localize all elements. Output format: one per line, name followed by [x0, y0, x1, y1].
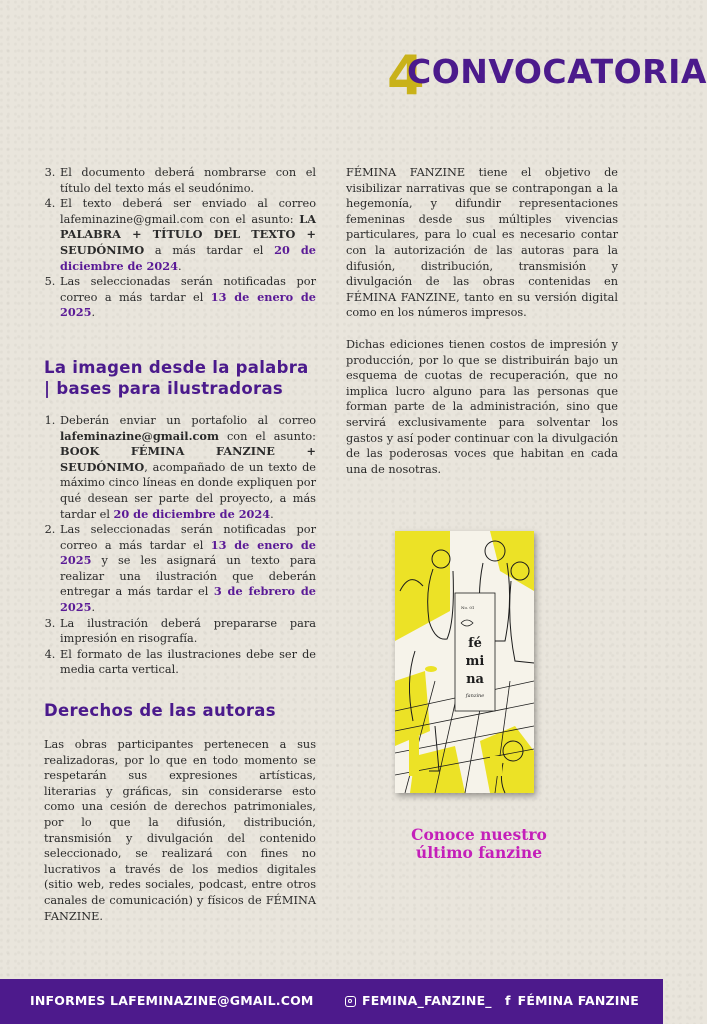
illustrators-heading: La imagen desde la palabra | bases para ilustradoras	[44, 357, 309, 398]
section-number: 4	[387, 44, 425, 107]
submission-rules-list	[44, 165, 316, 321]
section-header	[387, 44, 707, 107]
deadline-date: 20 de diciembre de 2024	[113, 506, 271, 521]
email-subject: BOOK FÉMINA FANZINE + SEUDÓNIMO	[60, 444, 316, 474]
deadline-date: 13 de enero de 2025	[60, 537, 316, 568]
latest-fanzine-link[interactable]	[400, 826, 558, 862]
cta-line: último fanzine	[415, 843, 543, 862]
costs-paragraph: Dichas ediciones tienen costos de impresión y producción, por lo que se distribuirán bajo un esquema de cuotas de recuperación, que no implica lucro alguno para las personas que forman parte de la administración, sino que servirá exclusivamente para solventar los gastos y así poder continuar con la divulgación de las poderosas voces que habitan en cada una de nosotras.	[346, 337, 618, 476]
cover-number: No. 01	[461, 605, 475, 610]
cover-illustration	[395, 531, 534, 793]
facebook-link[interactable]	[505, 993, 639, 1008]
rights-paragraph: Las obras participantes pertenecen a sus realizadoras, por lo que en todo momento se respetarán sus expresiones artísticas, literarias y gráficas, sin considerarse esto como una cesión de derechos patrimoniales, por lo que la difusión, distribución, transmisión y divulgación del contenido seleccionado, se realizará con fines no lucrativos a través de los medios digitales (sitio web, redes sociales, podcast, entre otros canales de comunicación) y físicos de FÉMINA FANZINE.	[44, 738, 316, 923]
list-item: 4. El formato de las ilustraciones debe ser de media carta vertical.	[59, 647, 316, 678]
section-title: CONVOCATORIA	[407, 52, 707, 91]
cover-title-line: fé	[468, 636, 482, 651]
footer-bar	[0, 979, 663, 1024]
objective-paragraph: FÉMINA FANZINE tiene el objetivo de visibilizar narrativas que se contrapongan a la hegemonía, y difundir representaciones femeninas desde sus múltiples vivencias particulares, para lo cual es necesario contar con la autorización de las autoras para la difusión, distribución, transmisión y divulgación de las obras contenidas en FÉMINA FANZINE, tanto en su versión digital como en los números impresos.	[346, 166, 618, 320]
cover-title-line: mi	[465, 654, 485, 669]
deadline-date: 3 de febrero de 2025	[60, 584, 316, 615]
illustrators-list	[44, 413, 316, 678]
email-address: lafeminazine@gmail.com	[60, 428, 219, 443]
list-item: 5. Las seleccionadas serán notificadas por correo a más tardar el 13 de enero de 2025.	[59, 274, 316, 321]
facebook-icon: f	[505, 993, 511, 1008]
facebook-name: FÉMINA FANZINE	[517, 993, 640, 1008]
cover-subtitle: fanzine	[465, 693, 485, 699]
list-item: 4. El texto deberá ser enviado al correo lafeminazine@gmail.com con el asunto: LA PALABRA + TÍTULO DEL TEXTO + SEUDÓNIMO a más tardar el 20 de diciembre de 2024.	[59, 196, 316, 274]
deadline-date: 20 de diciembre de 2024	[60, 242, 316, 273]
contact-email-link[interactable]: INFORMES LAFEMINAZINE@GMAIL.COM	[30, 993, 314, 1008]
list-item: 3. La ilustración deberá prepararse para impresión en risografía.	[59, 616, 316, 647]
list-item: 1. Deberán enviar un portafolio al correo lafeminazine@gmail.com con el asunto: BOOK FÉMINA FANZINE + SEUDÓNIMO, acompañado de un texto de máximo cinco líneas en donde expliquen por qué desean ser parte del proyecto, a más tardar el 20 de diciembre de 2024.	[59, 413, 316, 522]
deadline-date: 13 de enero de 2025	[60, 289, 316, 320]
rights-heading: Derechos de las autoras	[44, 701, 276, 721]
email-subject: LA PALABRA + TÍTULO DEL TEXTO + SEUDÓNIMO	[60, 211, 316, 257]
right-column	[346, 165, 618, 477]
instagram-link[interactable]	[345, 993, 492, 1008]
cover-title-line: na	[466, 672, 484, 687]
fanzine-cover-image[interactable]	[395, 531, 534, 793]
instagram-handle: FEMINA_FANZINE_	[362, 993, 492, 1008]
instagram-icon	[345, 996, 356, 1007]
list-item: 3. El documento deberá nombrarse con el título del texto más el seudónimo.	[59, 165, 316, 196]
cta-line: Conoce nuestro	[411, 825, 547, 844]
list-item: 2. Las seleccionadas serán notificadas por correo a más tardar el 13 de enero de 2025 y se les asignará un texto para realizar una ilustración que deberán entregar a más tardar el 3 de febrero de 2025.	[59, 522, 316, 616]
left-column	[44, 165, 316, 924]
